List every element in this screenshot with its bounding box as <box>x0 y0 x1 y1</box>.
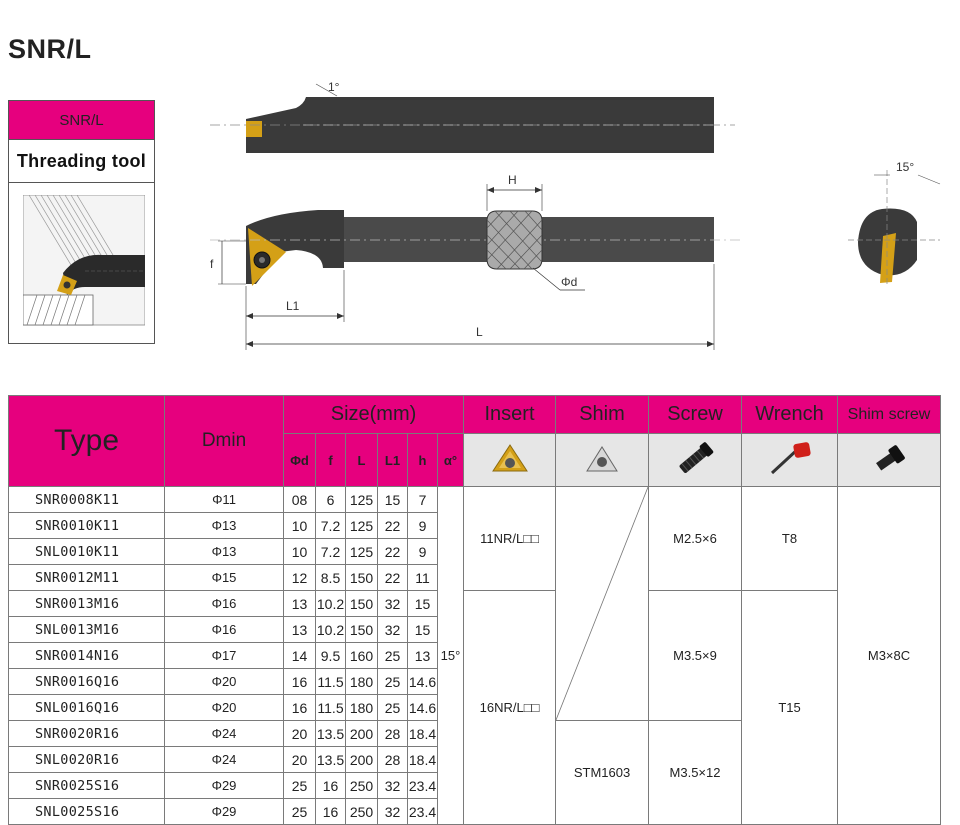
d-cell: 12 <box>284 565 316 591</box>
wrench-cell: T8 <box>742 487 838 591</box>
l1-cell: 32 <box>378 799 408 825</box>
header-screw: Screw <box>649 396 742 434</box>
l-cell: 150 <box>346 617 378 643</box>
d-cell: 10 <box>284 539 316 565</box>
l1-cell: 32 <box>378 591 408 617</box>
dmin-cell: Φ15 <box>165 565 284 591</box>
l1-cell: 22 <box>378 539 408 565</box>
shim-cell: STM1603 <box>556 721 649 825</box>
f-label: f <box>210 257 214 271</box>
type-cell: SNR0008K11 <box>9 487 165 513</box>
l-cell: 180 <box>346 669 378 695</box>
h-cell: 18.4 <box>408 721 438 747</box>
spec-table <box>8 395 941 825</box>
h-cell: 15 <box>408 617 438 643</box>
wrench-icon <box>764 439 816 479</box>
l-cell: 150 <box>346 591 378 617</box>
header-shim-screw: Shim screw <box>838 396 941 434</box>
dmin-cell: Φ13 <box>165 539 284 565</box>
h-label: H <box>508 173 517 187</box>
h-cell: 9 <box>408 513 438 539</box>
shim-icon <box>579 441 625 477</box>
l1-cell: 32 <box>378 773 408 799</box>
insert-cell: 11NR/L□□ <box>464 487 556 591</box>
l1-cell: 28 <box>378 747 408 773</box>
l1-cell: 22 <box>378 565 408 591</box>
header-d: Φd <box>284 434 316 487</box>
shim-screw-cell: M3×8C <box>838 487 941 825</box>
l-cell: 250 <box>346 773 378 799</box>
l1-cell: 25 <box>378 695 408 721</box>
h-cell: 13 <box>408 643 438 669</box>
insert-picture <box>464 434 556 487</box>
f-cell: 9.5 <box>316 643 346 669</box>
f-cell: 16 <box>316 773 346 799</box>
header-shim: Shim <box>556 396 649 434</box>
type-cell: SNL0016Q16 <box>9 695 165 721</box>
type-cell: SNL0020R16 <box>9 747 165 773</box>
shim-picture <box>556 434 649 487</box>
l-cell: 125 <box>346 513 378 539</box>
type-cell: SNR0016Q16 <box>9 669 165 695</box>
table-row <box>9 487 941 513</box>
header-h: h <box>408 434 438 487</box>
type-cell: SNL0010K11 <box>9 539 165 565</box>
l-cell: 125 <box>346 539 378 565</box>
alpha-cell: 15° <box>438 487 464 825</box>
f-cell: 11.5 <box>316 695 346 721</box>
dmin-cell: Φ16 <box>165 617 284 643</box>
h-cell: 23.4 <box>408 799 438 825</box>
screw-cell: M2.5×6 <box>649 487 742 591</box>
f-cell: 13.5 <box>316 747 346 773</box>
screw-cell: M3.5×12 <box>649 721 742 825</box>
l-cell: 200 <box>346 747 378 773</box>
f-cell: 8.5 <box>316 565 346 591</box>
wrench-cell: T15 <box>742 591 838 825</box>
dmin-cell: Φ11 <box>165 487 284 513</box>
d-cell: 10 <box>284 513 316 539</box>
d-cell: 08 <box>284 487 316 513</box>
l1-cell: 15 <box>378 487 408 513</box>
h-cell: 18.4 <box>408 747 438 773</box>
header-type: Type <box>9 396 165 487</box>
l-cell: 180 <box>346 695 378 721</box>
type-cell: SNL0025S16 <box>9 799 165 825</box>
header-dmin: Dmin <box>165 396 284 487</box>
angle-top-label: 1° <box>328 80 340 94</box>
angle-side-label: 15° <box>896 160 915 174</box>
page-title: SNR/L <box>8 34 92 64</box>
dmin-cell: Φ24 <box>165 721 284 747</box>
l1-cell: 28 <box>378 721 408 747</box>
l-cell: 250 <box>346 799 378 825</box>
f-cell: 7.2 <box>316 513 346 539</box>
l1-cell: 25 <box>378 669 408 695</box>
type-cell: SNR0013M16 <box>9 591 165 617</box>
d-label: Φd <box>561 275 578 289</box>
insert-cell: 16NR/L□□ <box>464 591 556 825</box>
dmin-cell: Φ29 <box>165 799 284 825</box>
d-cell: 16 <box>284 695 316 721</box>
type-cell: SNR0010K11 <box>9 513 165 539</box>
header-size: Size(mm) <box>284 396 464 434</box>
l1-cell: 25 <box>378 643 408 669</box>
tool-top-view <box>210 84 735 153</box>
l-cell: 160 <box>346 643 378 669</box>
d-cell: 20 <box>284 747 316 773</box>
shim-screw-picture <box>838 434 941 487</box>
l-cell: 200 <box>346 721 378 747</box>
f-cell: 6 <box>316 487 346 513</box>
l-label: L <box>476 325 483 339</box>
header-l1: L1 <box>378 434 408 487</box>
d-cell: 25 <box>284 799 316 825</box>
f-cell: 11.5 <box>316 669 346 695</box>
h-cell: 9 <box>408 539 438 565</box>
type-cell: SNR0014N16 <box>9 643 165 669</box>
l-cell: 150 <box>346 565 378 591</box>
tool-front-view <box>210 184 740 350</box>
table-row <box>9 591 941 617</box>
type-cell: SNR0012M11 <box>9 565 165 591</box>
wrench-picture <box>742 434 838 487</box>
l1-cell: 32 <box>378 617 408 643</box>
dmin-cell: Φ13 <box>165 513 284 539</box>
shim-screw-icon <box>866 440 912 478</box>
h-cell: 23.4 <box>408 773 438 799</box>
insert-icon <box>487 441 533 477</box>
tool-end-view <box>848 170 940 285</box>
diagonal-line <box>556 487 648 720</box>
f-cell: 10.2 <box>316 591 346 617</box>
f-cell: 16 <box>316 799 346 825</box>
d-cell: 13 <box>284 591 316 617</box>
dmin-cell: Φ17 <box>165 643 284 669</box>
dmin-cell: Φ29 <box>165 773 284 799</box>
shim-cell-empty <box>556 487 649 721</box>
l1-cell: 22 <box>378 513 408 539</box>
type-cell: SNR0020R16 <box>9 721 165 747</box>
h-cell: 14.6 <box>408 695 438 721</box>
technical-drawing <box>0 0 960 380</box>
header-insert: Insert <box>464 396 556 434</box>
h-cell: 14.6 <box>408 669 438 695</box>
dmin-cell: Φ16 <box>165 591 284 617</box>
screw-picture <box>649 434 742 487</box>
dmin-cell: Φ20 <box>165 669 284 695</box>
f-cell: 10.2 <box>316 617 346 643</box>
f-cell: 7.2 <box>316 539 346 565</box>
d-cell: 16 <box>284 669 316 695</box>
l-cell: 125 <box>346 487 378 513</box>
type-cell: SNR0025S16 <box>9 773 165 799</box>
d-cell: 13 <box>284 617 316 643</box>
d-cell: 20 <box>284 721 316 747</box>
d-cell: 25 <box>284 773 316 799</box>
h-cell: 7 <box>408 487 438 513</box>
h-cell: 11 <box>408 565 438 591</box>
header-l: L <box>346 434 378 487</box>
dmin-cell: Φ20 <box>165 695 284 721</box>
header-alpha: α° <box>438 434 464 487</box>
h-cell: 15 <box>408 591 438 617</box>
header-wrench: Wrench <box>742 396 838 434</box>
d-cell: 14 <box>284 643 316 669</box>
header-f: f <box>316 434 346 487</box>
screw-icon <box>670 440 720 478</box>
legend-name: Threading tool <box>9 140 154 183</box>
screw-cell: M3.5×9 <box>649 591 742 721</box>
l1-label: L1 <box>286 299 300 313</box>
legend-code: SNR/L <box>9 101 154 140</box>
type-cell: SNL0013M16 <box>9 617 165 643</box>
f-cell: 13.5 <box>316 721 346 747</box>
dmin-cell: Φ24 <box>165 747 284 773</box>
